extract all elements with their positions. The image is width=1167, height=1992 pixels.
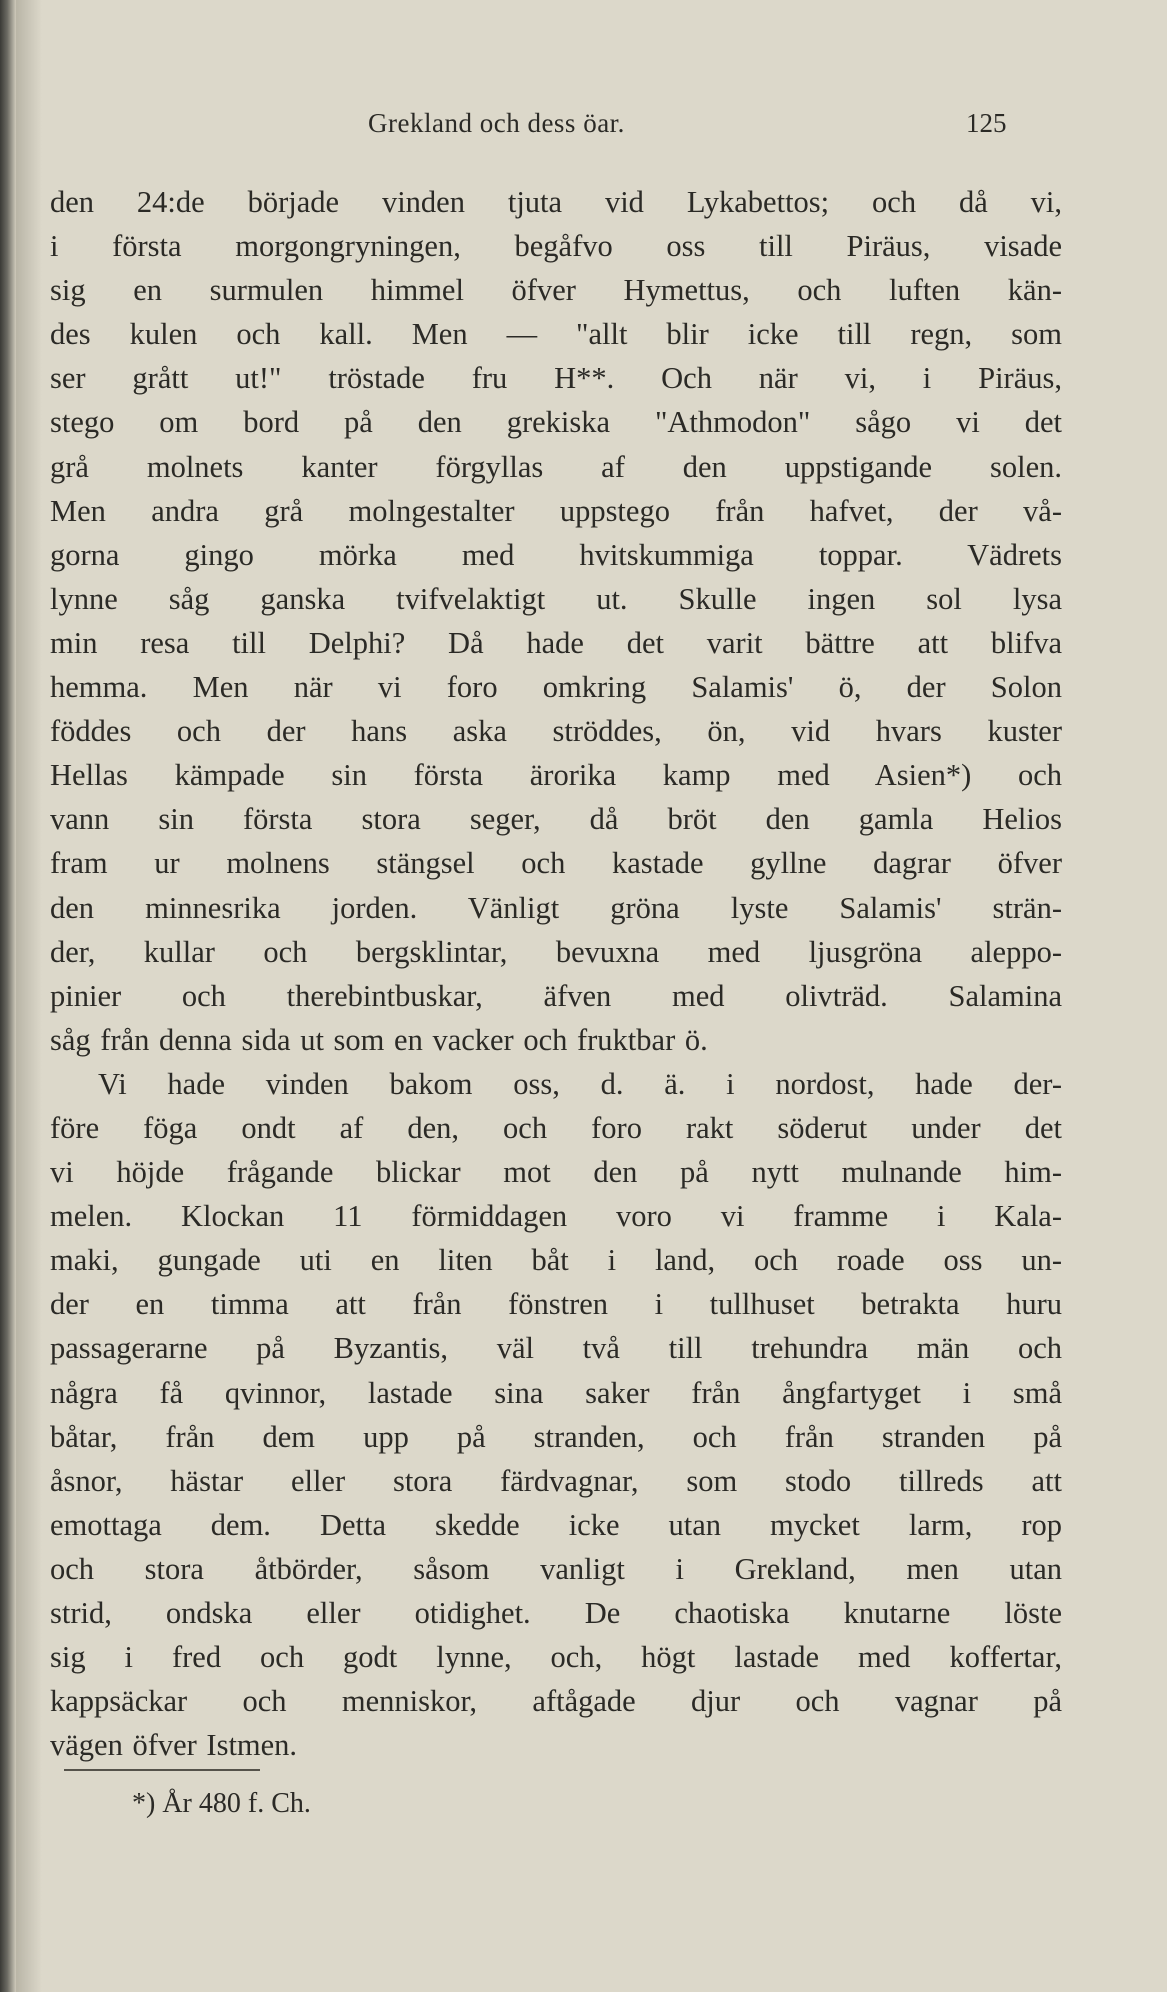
text-line: min resa till Delphi? Då hade det varit bättre att blifva xyxy=(50,625,1062,660)
text-line: vi höjde frågande blickar mot den på nytt mulnande him- xyxy=(50,1155,1062,1190)
text-line: hemma. Men när vi foro omkring Salamis' ö, der Solon xyxy=(50,670,1062,705)
text-line: kappsäckar och menniskor, aftågade djur och vagnar på xyxy=(50,1684,1062,1719)
text-line: gorna gingo mörka med hvitskummiga toppar. Vädrets xyxy=(50,537,1062,572)
text-line: föddes och der hans aska ströddes, ön, vid hvars kuster xyxy=(50,714,1062,749)
text-line: åsnor, hästar eller stora färdvagnar, som stodo tillreds att xyxy=(50,1463,1062,1498)
text-line: Men andra grå molngestalter uppstego från hafvet, der vå- xyxy=(50,493,1062,528)
text-line: i första morgongryningen, begåfvo oss till Piräus, visade xyxy=(50,229,1062,264)
text-line: den 24:de började vinden tjuta vid Lykabettos; och då vi, xyxy=(50,185,1062,219)
text-line: fram ur molnens stängsel och kastade gyllne dagrar öfver xyxy=(50,846,1062,881)
text-line: lynne såg ganska tvifvelaktigt ut. Skulle ingen sol lysa xyxy=(50,581,1062,616)
text-line: maki, gungade uti en liten båt i land, och roade oss un- xyxy=(50,1243,1062,1278)
footnote: *) År 480 f. Ch. xyxy=(132,1788,311,1819)
footnote-rule xyxy=(64,1769,260,1771)
running-head xyxy=(0,108,1167,152)
paragraph-end-line: vägen öfver Istmen. xyxy=(50,1728,298,1763)
text-line: des kulen och kall. Men — "allt blir icke till regn, som xyxy=(50,317,1062,352)
gutter-shadow xyxy=(16,0,42,1992)
text-line: emottaga dem. Detta skedde icke utan mycket larm, rop xyxy=(50,1507,1062,1542)
paragraph-end-line: såg från denna sida ut som en vacker och fruktbar ö. xyxy=(50,1022,708,1057)
text-line: ser grått ut!" tröstade fru H**. Och när vi, i Piräus, xyxy=(50,361,1062,396)
body-text xyxy=(50,180,1062,1767)
paragraph-start-line: Vi hade vinden bakom oss, d. ä. i nordost, hade der- xyxy=(98,1066,1062,1101)
text-line: pinier och therebintbuskar, äfven med olivträd. Salamina xyxy=(50,978,1062,1013)
text-line: melen. Klockan 11 förmiddagen voro vi framme i Kala- xyxy=(50,1199,1062,1234)
running-title: Grekland och dess öar. xyxy=(368,108,625,138)
text-line: några få qvinnor, lastade sina saker från ångfartyget i små xyxy=(50,1375,1062,1410)
text-line: sig i fred och godt lynne, och, högt lastade med koffertar, xyxy=(50,1640,1062,1675)
text-line: passagerarne på Byzantis, väl två till trehundra män och xyxy=(50,1331,1062,1366)
text-line: den minnesrika jorden. Vänligt gröna lyste Salamis' strän- xyxy=(50,890,1062,925)
text-line: der en timma att från fönstren i tullhuset betrakta huru xyxy=(50,1287,1062,1322)
text-line: grå molnets kanter förgyllas af den uppstigande solen. xyxy=(50,449,1062,484)
text-line: vann sin första stora seger, då bröt den gamla Helios xyxy=(50,802,1062,837)
text-line: före föga ondt af den, och foro rakt söderut under det xyxy=(50,1110,1062,1145)
text-line: Hellas kämpade sin första ärorika kamp med Asien*) och xyxy=(50,758,1062,793)
page-number: 125 xyxy=(966,108,1007,138)
book-spine-edge xyxy=(0,0,16,1992)
text-line: stego om bord på den grekiska "Athmodon" sågo vi det xyxy=(50,405,1062,440)
text-line: och stora åtbörder, såsom vanligt i Grekland, men utan xyxy=(50,1551,1062,1586)
text-line: der, kullar och bergsklintar, bevuxna med ljusgröna aleppo- xyxy=(50,934,1062,969)
text-line: båtar, från dem upp på stranden, och från stranden på xyxy=(50,1419,1062,1454)
text-line: strid, ondska eller otidighet. De chaotiska knutarne löste xyxy=(50,1596,1062,1630)
text-line: sig en surmulen himmel öfver Hymettus, och luften kän- xyxy=(50,273,1062,308)
